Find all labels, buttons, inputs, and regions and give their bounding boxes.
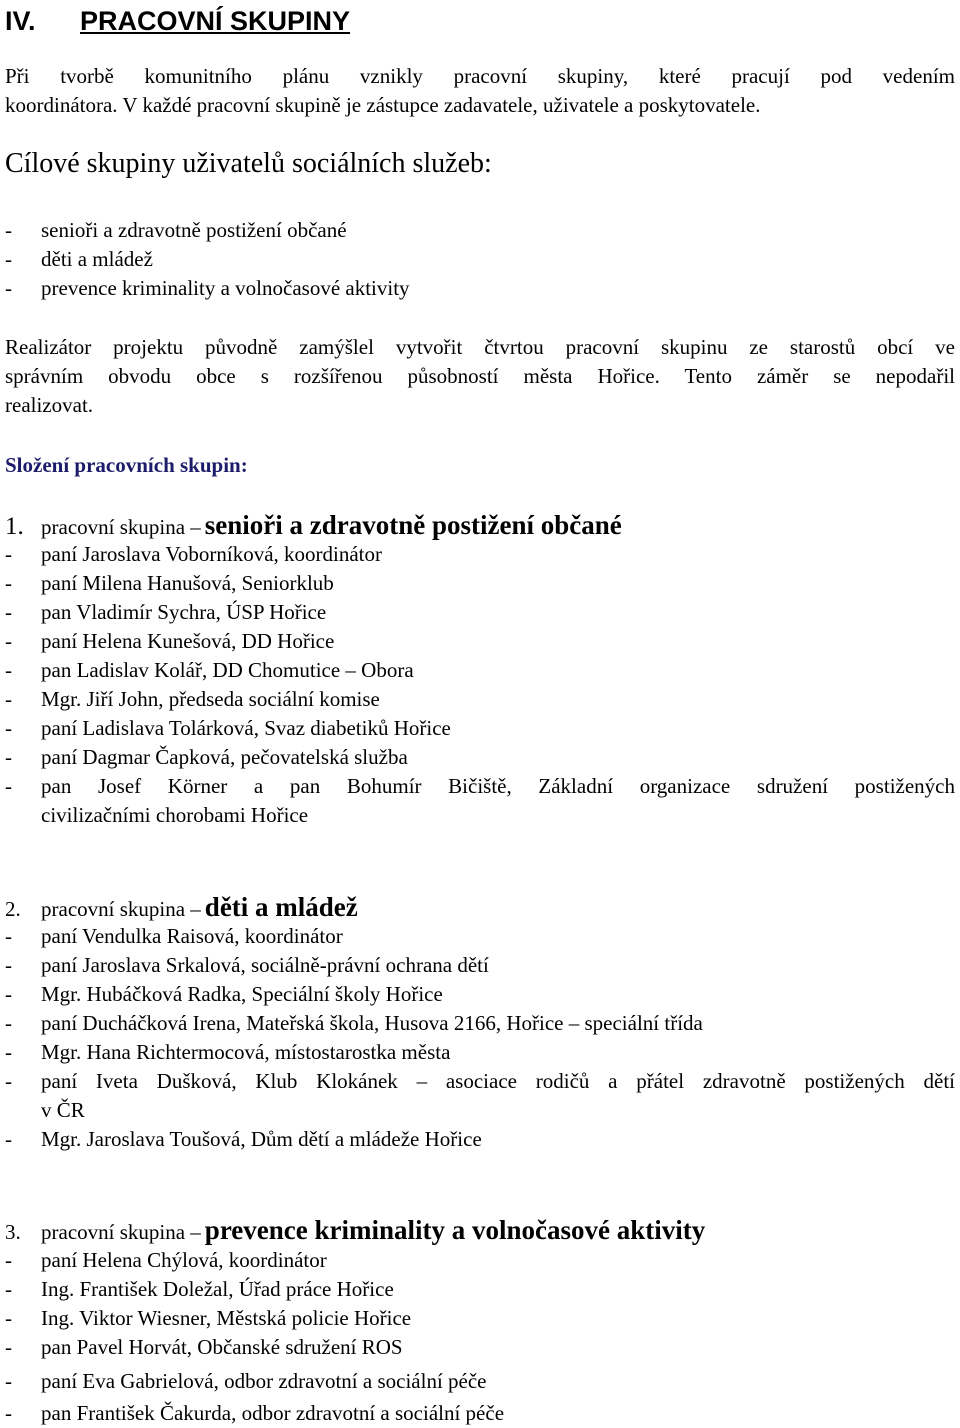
member-item: - paní Eva Gabrielová, odbor zdravotní a sociální péče: [5, 1369, 487, 1393]
realizer-line-1: Realizátor projektu původně zamýšlel vytvořit čtvrtou pracovní skupinu ze starostů obcí ve: [5, 335, 955, 359]
group-name: senioři a zdravotně postižení občané: [204, 510, 622, 540]
intro-line-2: koordinátora. V každé pracovní skupině je zástupce zadavatele, uživatele a poskytovatele.: [5, 93, 761, 117]
composition-title: Složení pracovních skupin:: [5, 453, 248, 477]
intro-line-1: Při tvorbě komunitního plánu vznikly pracovní skupiny, které pracují pod vedením: [5, 64, 955, 88]
group-name: děti a mládež: [204, 892, 358, 922]
member-item: - paní Dagmar Čapková, pečovatelská služba: [5, 745, 408, 769]
member-continuation: v ČR: [41, 1098, 85, 1122]
member-item: - paní Ladislava Tolárková, Svaz diabetiků Hořice: [5, 716, 451, 740]
member-item: - paní Iveta Dušková, Klub Klokánek – asociace rodičů a přátel zdravotně postižených dětí: [5, 1069, 955, 1093]
member-item: - paní Ducháčková Irena, Mateřská škola, Husova 2166, Hořice – speciální třída: [5, 1011, 703, 1035]
member-item: - paní Helena Chýlová, koordinátor: [5, 1248, 327, 1272]
target-groups-title: Cílové skupiny uživatelů sociálních služeb:: [5, 148, 492, 179]
member-item: - Mgr. Jaroslava Toušová, Dům dětí a mládeže Hořice: [5, 1127, 482, 1151]
member-item: - pan Pavel Horvát, Občanské sdružení ROS: [5, 1335, 403, 1359]
member-item: - paní Vendulka Raisová, koordinátor: [5, 924, 343, 948]
section-heading: [5, 4, 350, 38]
member-item: - paní Milena Hanušová, Seniorklub: [5, 571, 334, 595]
target-group-item: - děti a mládež: [5, 247, 153, 271]
group-number: 2.: [5, 897, 21, 921]
member-item: - Mgr. Hubáčková Radka, Speciální školy Hořice: [5, 982, 443, 1006]
group-label: pracovní skupina –: [41, 897, 201, 921]
member-item: - pan Josef Körner a pan Bohumír Bičiště, Základní organizace sdružení postižených: [5, 774, 955, 798]
group-label: pracovní skupina –: [41, 1220, 201, 1244]
group-name: prevence kriminality a volnočasové aktivity: [204, 1215, 706, 1245]
member-item: - Mgr. Hana Richtermocová, místostarostka města: [5, 1040, 451, 1064]
member-item: - Ing. Viktor Wiesner, Městská policie Hořice: [5, 1306, 412, 1330]
realizer-line-2: správním obvodu obce s rozšířenou působností města Hořice. Tento záměr se nepodařil: [5, 364, 955, 388]
group-label: pracovní skupina –: [41, 515, 201, 539]
target-group-item: - prevence kriminality a volnočasové aktivity: [5, 276, 410, 300]
member-continuation: civilizačními chorobami Hořice: [41, 803, 309, 827]
member-item: - paní Helena Kunešová, DD Hořice: [5, 629, 335, 653]
realizer-line-3: realizovat.: [5, 393, 94, 417]
member-item: - paní Jaroslava Voborníková, koordinátor: [5, 542, 382, 566]
member-item: - paní Jaroslava Srkalová, sociálně-právní ochrana dětí: [5, 953, 489, 977]
group-number: 1.: [5, 513, 24, 540]
section-title: PRACOVNÍ SKUPINY: [80, 6, 351, 36]
section-number: IV.: [5, 6, 36, 36]
target-group-item: - senioři a zdravotně postižení občané: [5, 218, 347, 242]
member-item: - pan Ladislav Kolář, DD Chomutice – Obora: [5, 658, 414, 682]
group-number: 3.: [5, 1220, 21, 1244]
member-item: - pan František Čakurda, odbor zdravotní a sociální péče: [5, 1401, 505, 1425]
member-item: - Ing. František Doležal, Úřad práce Hořice: [5, 1277, 394, 1301]
member-item: - Mgr. Jiří John, předseda sociální komise: [5, 687, 380, 711]
member-item: - pan Vladimír Sychra, ÚSP Hořice: [5, 600, 327, 624]
